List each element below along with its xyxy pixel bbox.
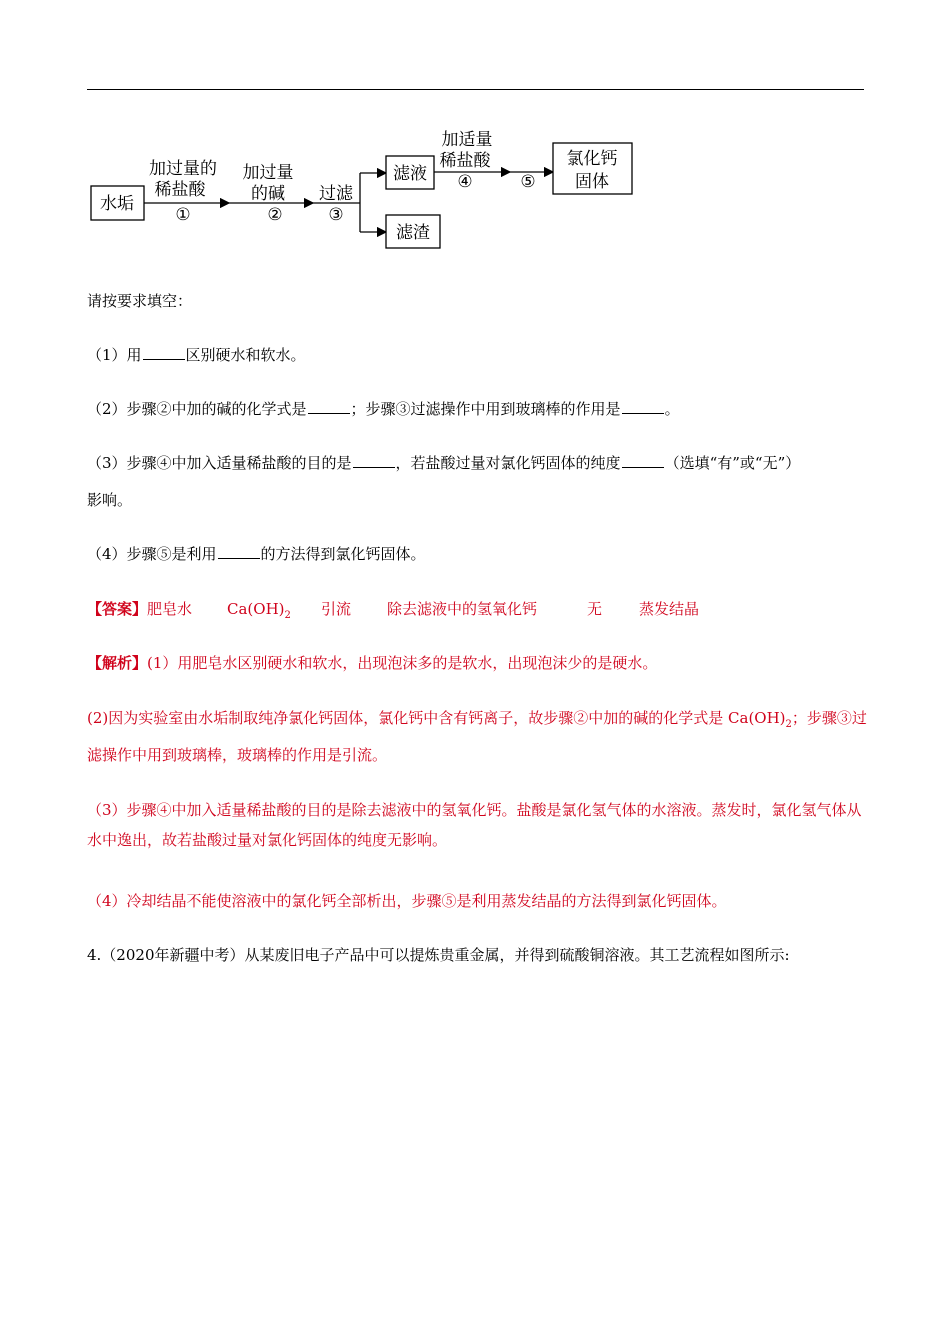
box-product-line1: 氯化钙 bbox=[566, 149, 618, 169]
step2-label-mid: 的碱 bbox=[251, 184, 285, 204]
answer-label: 【答案】 bbox=[87, 600, 148, 618]
step4-label-mid: 稀盐酸 bbox=[439, 151, 491, 171]
step2-number: ② bbox=[267, 205, 283, 225]
question-3-cont: 影响。 bbox=[87, 491, 133, 509]
question-3 bbox=[87, 453, 800, 473]
question-4 bbox=[87, 544, 426, 564]
q3-text-c: （选填“有”或“无”） bbox=[664, 454, 801, 472]
step1-label-top: 加过量的 bbox=[149, 159, 217, 179]
box-product-line2: 固体 bbox=[575, 172, 609, 192]
q2-blank-2[interactable] bbox=[622, 399, 664, 414]
q1-blank[interactable] bbox=[143, 345, 185, 360]
q4-blank[interactable] bbox=[218, 544, 260, 559]
analysis-1 bbox=[87, 653, 657, 673]
analysis-p2-a: (2)因为实验室由水垢制取纯净氯化钙固体，氯化钙中含有钙离子，故步骤②中加的碱的化学式是 Ca(OH) bbox=[87, 709, 786, 727]
q1-text-a: （1）用 bbox=[87, 346, 142, 364]
answer-line bbox=[87, 599, 699, 626]
q2-blank-1[interactable] bbox=[308, 399, 350, 414]
step4-label-top: 加适量 bbox=[441, 130, 493, 150]
step1-number: ① bbox=[175, 205, 191, 225]
q1-text-b: 区别硬水和软水。 bbox=[185, 346, 306, 364]
answer-4: 除去滤液中的氢氧化钙 bbox=[387, 600, 538, 618]
q4-text-b: 的方法得到氯化钙固体。 bbox=[260, 545, 426, 563]
answer-5: 无 bbox=[587, 600, 603, 618]
analysis-p2-b: ；步骤③过滤操作中用到玻璃棒，玻璃棒的作用是引流。 bbox=[87, 709, 867, 764]
question-2 bbox=[87, 399, 680, 419]
next-question: 4.（2020年新疆中考）从某废旧电子产品中可以提炼贵重金属，并得到硫酸铜溶液。其工艺流程如图所示: bbox=[87, 946, 790, 964]
answer-2: $Ca(OH)_2$ bbox=[227, 600, 291, 621]
q3-text-b: ，若盐酸过量对氯化钙固体的纯度 bbox=[395, 454, 621, 472]
q3-text-a: （3）步骤④中加入适量稀盐酸的目的是 bbox=[87, 454, 352, 472]
q2-text-a: （2）步骤②中加的碱的化学式是 bbox=[87, 400, 307, 418]
answer-6: 蒸发结晶 bbox=[639, 600, 700, 618]
box-residue-label: 滤渣 bbox=[396, 223, 430, 243]
step2-label-top: 加过量 bbox=[242, 163, 294, 183]
q3-blank-2[interactable] bbox=[622, 453, 664, 468]
analysis-p2-sub: 2 bbox=[785, 719, 792, 730]
q2-text-c: 。 bbox=[664, 400, 680, 418]
instruction: 请按要求填空： bbox=[87, 292, 193, 310]
q4-text-a: （4）步骤⑤是利用 bbox=[87, 545, 217, 563]
process-flowchart bbox=[0, 0, 950, 260]
step3-number: ③ bbox=[328, 205, 344, 225]
step1-label-mid: 稀盐酸 bbox=[154, 180, 206, 200]
analysis-label: 【解析】 bbox=[87, 654, 148, 672]
analysis-4: （4）冷却结晶不能使溶液中的氯化钙全部析出，步骤⑤是利用蒸发结晶的方法得到氯化钙固体。 bbox=[87, 892, 727, 910]
question-1 bbox=[87, 345, 306, 365]
analysis-2 bbox=[87, 703, 867, 770]
q2-text-b: ；步骤③过滤操作中用到玻璃棒的作用是 bbox=[350, 400, 621, 418]
step5-number: ⑤ bbox=[520, 172, 536, 192]
answer-3: 引流 bbox=[321, 600, 352, 618]
analysis-3: （3）步骤④中加入适量稀盐酸的目的是除去滤液中的氢氧化钙。盐酸是氯化氢气体的水溶液。蒸发时，氯化氢气体从水中逸出，故若盐酸过量对氯化钙固体的纯度无影响。 bbox=[87, 801, 862, 849]
step3-label-top: 过滤 bbox=[319, 184, 353, 204]
analysis-p1: (1）用肥皂水区别硬水和软水，出现泡沫多的是软水，出现泡沫少的是硬水。 bbox=[147, 654, 658, 672]
step4-number: ④ bbox=[457, 172, 473, 192]
box-scale-label: 水垢 bbox=[100, 194, 134, 214]
q3-blank-1[interactable] bbox=[353, 453, 395, 468]
answer-1: 肥皂水 bbox=[147, 600, 193, 618]
box-filtrate-label: 滤液 bbox=[393, 164, 427, 184]
